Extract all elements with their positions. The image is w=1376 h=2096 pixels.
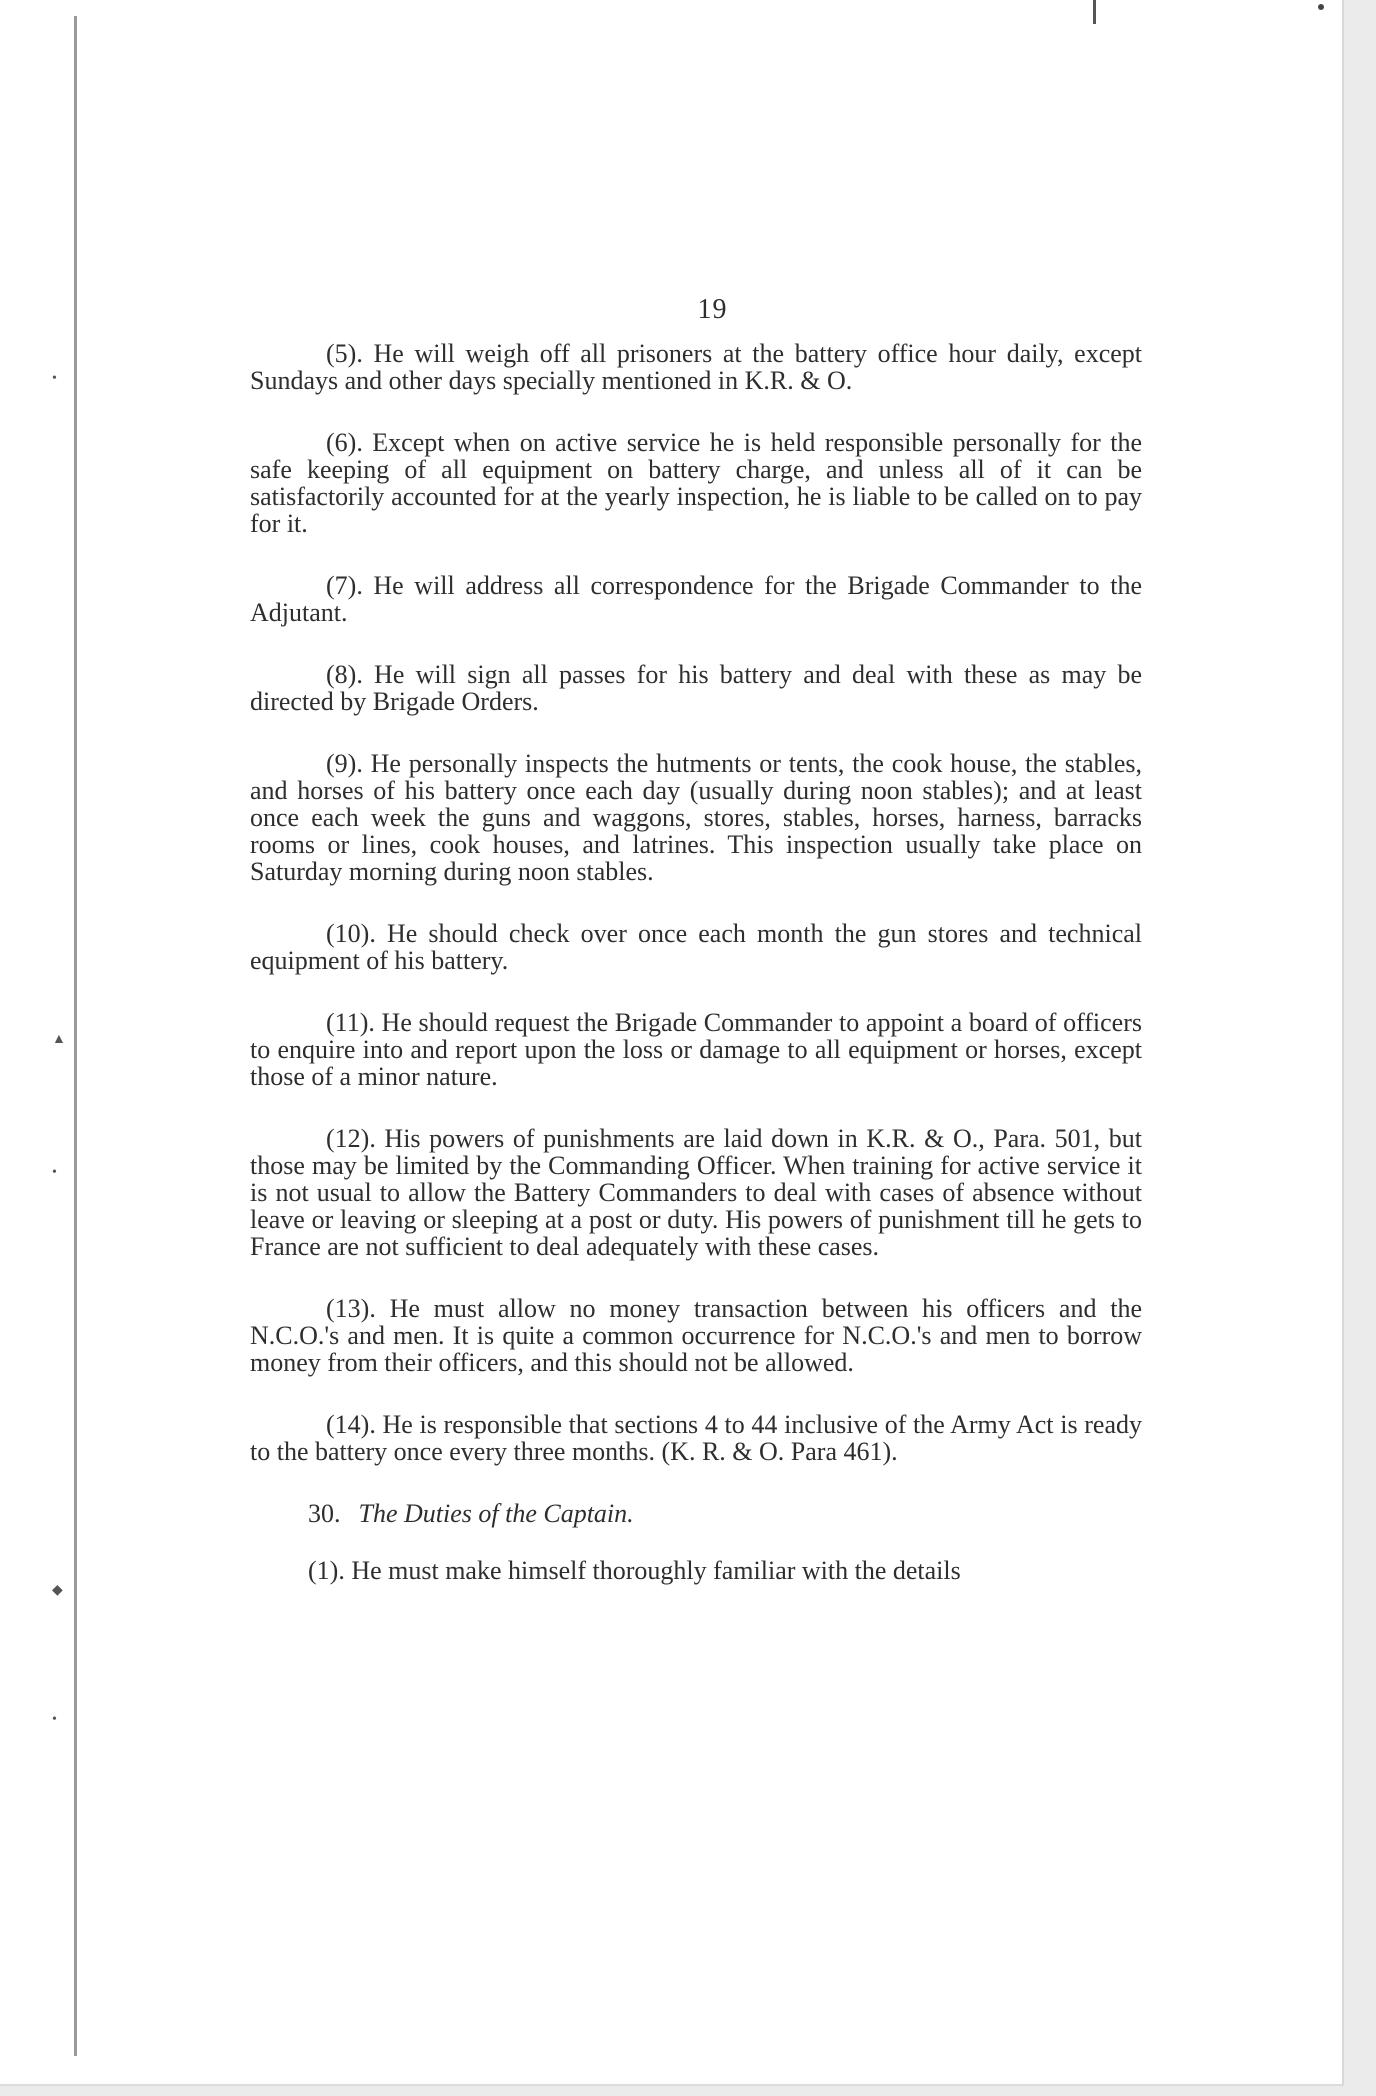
paragraph: (6). Except when on active service he is held responsible personally for the safe keeping of all equipment on battery charge, and unless all of it can be satisfactorily accounted for at the yearly inspection, he is liable to be called on to pay for it. <box>250 428 1142 538</box>
margin-mark: ▲ <box>52 1032 66 1047</box>
margin-mark: • <box>52 1712 57 1727</box>
section-heading <box>250 1500 1142 1527</box>
paragraph: (10). He should check over once each month the gun stores and technical equipment of his battery. <box>250 919 1142 975</box>
paragraph: (7). He will address all correspondence for the Brigade Commander to the Adjutant. <box>250 571 1142 627</box>
paragraph: (11). He should request the Brigade Commander to appoint a board of officers to enquire into and report upon the loss or damage to all equipment or horses, except those of a minor nature. <box>250 1008 1142 1091</box>
paragraph: (5). He will weigh off all prisoners at the battery office hour daily, except Sundays and other days specially mentioned in K.R. & O. <box>250 339 1142 395</box>
margin-mark: • <box>52 1165 57 1180</box>
margin-mark: • <box>52 371 57 386</box>
paragraph: (12). His powers of punishments are laid down in K.R. & O., Para. 501, but those may be limited by the Commanding Officer. When training for active service it is not usual to allow the Battery Commanders to deal with cases of absence without leave or leaving or sleeping at a post or duty. His powers of punishment till he gets to France are not sufficient to deal adequately with these cases. <box>250 1124 1142 1261</box>
scan-dot <box>1318 4 1324 10</box>
paragraph: (14). He is responsible that sections 4 to 44 inclusive of the Army Act is ready to the battery once every three months. (K. R. & O. Para 461). <box>250 1410 1142 1466</box>
page-number: 19 <box>697 294 728 325</box>
margin-mark: ◆ <box>52 1583 63 1598</box>
section-title: The Duties of the Captain. <box>358 1499 634 1528</box>
paragraph: (1). He must make himself thoroughly familiar with the details <box>308 1556 961 1585</box>
scan-mark <box>1093 0 1096 24</box>
paragraph: (13). He must allow no money transaction between his officers and the N.C.O.'s and men. It is quite a common occurrence for N.C.O.'s and men to borrow money from their officers, and this should not be allowed. <box>250 1294 1142 1377</box>
paragraph: (8). He will sign all passes for his battery and deal with these as may be directed by Brigade Orders. <box>250 660 1142 716</box>
page-body <box>250 340 1142 1584</box>
section-number: 30. <box>308 1499 341 1528</box>
paragraph: (9). He personally inspects the hutments or tents, the cook house, the stables, and horses of his battery once each day (usually during noon stables); and at least once each week the guns and waggons, stores, stables, horses, harness, barracks rooms or lines, cook houses, and latrines. This inspection usually take place on Saturday morning during noon stables. <box>250 749 1142 886</box>
